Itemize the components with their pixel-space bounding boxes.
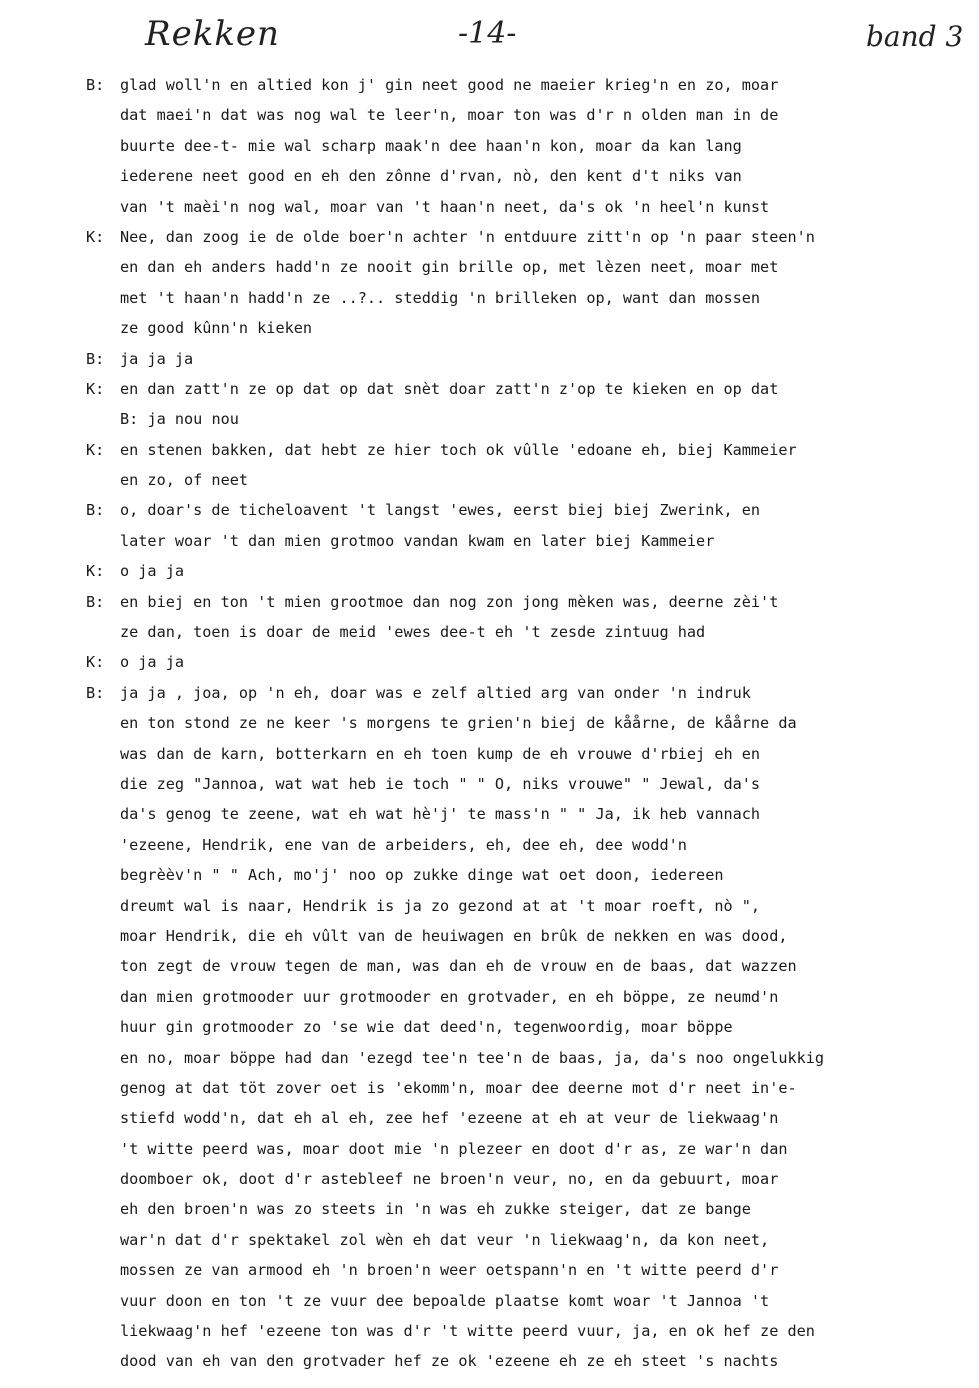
transcript-line [86, 252, 966, 282]
transcript-line [86, 100, 966, 130]
transcript-text: war'n dat d'r spektakel zol wèn eh dat veur 'n liekwaag'n, da kon neet, [120, 1230, 770, 1249]
transcript-line [86, 769, 966, 799]
speaker-label: K: [86, 227, 105, 246]
transcript-text: van 't maèi'n nog wal, moar van 't haan'n neet, da's ok 'n heel'n kunst [120, 197, 770, 216]
transcript-text: met 't haan'n hadd'n ze ..?.. steddig 'n brilleken op, want dan mossen [120, 288, 761, 307]
speaker-label: K: [86, 379, 105, 398]
transcript-line [86, 556, 966, 586]
transcript-line [86, 404, 966, 434]
speaker-label: B: [86, 592, 105, 611]
speaker-label: B: [86, 501, 105, 520]
transcript-line [86, 678, 966, 708]
transcript-line [86, 526, 966, 556]
transcript-line [86, 1225, 966, 1255]
transcript-line [86, 1043, 966, 1073]
transcript-text: o ja ja [120, 653, 185, 672]
transcript-line [86, 799, 966, 829]
transcript-line [86, 1286, 966, 1316]
transcript-line [86, 70, 966, 100]
transcript-text: en stenen bakken, dat hebt ze hier toch ok vûlle 'edoane eh, biej Kammeier [120, 440, 797, 459]
transcript-text: da's genog te zeene, wat eh wat hè'j' te mass'n " " Ja, ik heb vannach [120, 805, 761, 824]
transcript-text: liekwaag'n hef 'ezeene ton was d'r 't witte peerd vuur, ja, en ok hef ze den [120, 1322, 815, 1341]
transcript-line [86, 313, 966, 343]
transcript-line [86, 1134, 966, 1164]
transcript-text: Nee, dan zoog ie de olde boer'n achter 'n entduure zitt'n op 'n paar steen'n [120, 227, 815, 246]
transcript-text: en biej en ton 't mien grootmoe dan nog zon jong mèken was, deerne zèi't [120, 592, 779, 611]
transcript-text: ze good kûnn'n kieken [120, 319, 313, 338]
transcript-text: moar Hendrik, die eh vûlt van de heuiwagen en brûk de nekken en was dood, [120, 926, 788, 945]
transcript-line [86, 891, 966, 921]
speaker-label: B: [86, 76, 105, 94]
transcript-line [86, 161, 966, 191]
transcript-line [86, 192, 966, 222]
transcript-text: later woar 't dan mien grotmoo vandan kwam en later biej Kammeier [120, 531, 715, 550]
transcript-line [86, 1255, 966, 1285]
transcript-text: ja ja ja [120, 349, 194, 368]
transcript-text: ton zegt de vrouw tegen de man, was dan eh de vrouw en de baas, dat wazzen [120, 957, 797, 976]
transcript-line [86, 1012, 966, 1042]
transcript-text: genog at dat töt zover oet is 'ekomm'n, moar dee deerne mot d'r neet in'e- [120, 1078, 797, 1097]
transcript-text: was dan de karn, botterkarn en eh toen kump de eh vrouwe d'rbiej eh en [120, 744, 761, 763]
transcript-line [86, 1346, 966, 1376]
transcript-line [86, 374, 966, 404]
transcript-text: eh den broen'n was zo steets in 'n was eh zukke steiger, dat ze bange [120, 1200, 751, 1219]
transcript-line [86, 222, 966, 252]
transcript-line [86, 587, 966, 617]
transcript-text: stiefd wodd'n, dat eh al eh, zee hef 'ezeene at eh at veur de liekwaag'n [120, 1109, 779, 1128]
handwritten-band-label: band 3 [866, 20, 964, 53]
transcript-line [86, 1164, 966, 1194]
transcript-text: 'ezeene, Hendrik, ene van de arbeiders, eh, dee eh, dee wodd'n [120, 835, 687, 854]
transcript-line [86, 495, 966, 525]
handwritten-page-number: -14- [458, 16, 517, 51]
transcript-text: begrèèv'n " " Ach, mo'j' noo op zukke dinge wat oet doon, iedereen [120, 866, 724, 885]
transcript-text: dreumt wal is naar, Hendrik is ja zo gezond at at 't moar roeft, nò ", [120, 896, 761, 915]
transcript-line [86, 830, 966, 860]
transcript-text: en dan zatt'n ze op dat op dat snèt doar zatt'n z'op te kieken en op dat [120, 379, 779, 398]
nested-speaker-label: B: [120, 410, 148, 429]
transcript-text: doomboer ok, doot d'r astebleef ne broen'n veur, no, en da gebuurt, moar [120, 1170, 779, 1189]
transcript-text: dat maei'n dat was nog wal te leer'n, moar ton was d'r n olden man in de [120, 106, 779, 125]
transcript-line [86, 1316, 966, 1346]
speaker-label: K: [86, 562, 105, 581]
transcript-text: ja nou nou [147, 410, 239, 429]
handwritten-place-name: Rekken [145, 14, 280, 54]
transcript-text: glad woll'n en altied kon j' gin neet good ne maeier krieg'n en zo, moar [120, 76, 779, 94]
transcript-line [86, 435, 966, 465]
transcript-text: en no, moar böppe had dan 'ezegd tee'n tee'n de baas, ja, da's noo ongelukkig [120, 1048, 825, 1067]
transcript-text: huur gin grotmooder zo 'se wie dat deed'n, tegenwoordig, moar böppe [120, 1018, 733, 1037]
transcript-line [86, 1194, 966, 1224]
speaker-label: B: [86, 349, 105, 368]
transcript-text: en ton stond ze ne keer 's morgens te grien'n biej de kåårne, de kåårne da [120, 714, 797, 733]
transcript-line [86, 1073, 966, 1103]
transcript-line [86, 617, 966, 647]
transcript-line [86, 647, 966, 677]
transcript-line [86, 131, 966, 161]
transcript-line [86, 283, 966, 313]
transcript-text: iederene neet good en eh den zônne d'rvan, nò, den kent d't niks van [120, 167, 742, 186]
speaker-label: K: [86, 653, 105, 672]
transcript-line [86, 739, 966, 769]
transcript-text: ja ja , joa, op 'n eh, doar was e zelf altied arg van onder 'n indruk [120, 683, 751, 702]
transcript-line [86, 344, 966, 374]
transcript-text: vuur doon en ton 't ze vuur dee bepoalde plaatse komt woar 't Jannoa 't [120, 1291, 770, 1310]
speaker-label: B: [86, 683, 105, 702]
transcript-line [86, 982, 966, 1012]
transcript-text: dan mien grotmooder uur grotmooder en grotvader, en eh böppe, ze neumd'n [120, 987, 779, 1006]
transcript-line [86, 921, 966, 951]
transcript-line [86, 465, 966, 495]
transcript-line [86, 951, 966, 981]
transcript-line [86, 1103, 966, 1133]
transcript-text: die zeg "Jannoa, wat wat heb ie toch " " O, niks vrouwe" " Jewal, da's [120, 774, 761, 793]
transcript-text: 't witte peerd was, moar doot mie 'n plezeer en doot d'r as, ze war'n dan [120, 1139, 788, 1158]
transcript-text: o ja ja [120, 562, 185, 581]
speaker-label: K: [86, 440, 105, 459]
transcript-line [86, 708, 966, 738]
transcript-line [86, 860, 966, 890]
transcript-text: o, doar's de ticheloavent 't langst 'ewes, eerst biej biej Zwerink, en [120, 501, 761, 520]
transcript-text: en zo, of neet [120, 471, 249, 490]
transcript-text: dood van eh van den grotvader hef ze ok 'ezeene eh ze eh steet 's nachts [120, 1352, 779, 1371]
transcript-text: ze dan, toen is doar de meid 'ewes dee-t eh 't zesde zintuug had [120, 623, 706, 642]
transcript-text: en dan eh anders hadd'n ze nooit gin brille op, met lèzen neet, moar met [120, 258, 779, 277]
transcript-text: buurte dee-t- mie wal scharp maak'n dee haan'n kon, moar da kan lang [120, 136, 742, 155]
transcript-text: mossen ze van armood eh 'n broen'n weer oetspann'n en 't witte peerd d'r [120, 1261, 779, 1280]
transcript-body [86, 70, 966, 1377]
